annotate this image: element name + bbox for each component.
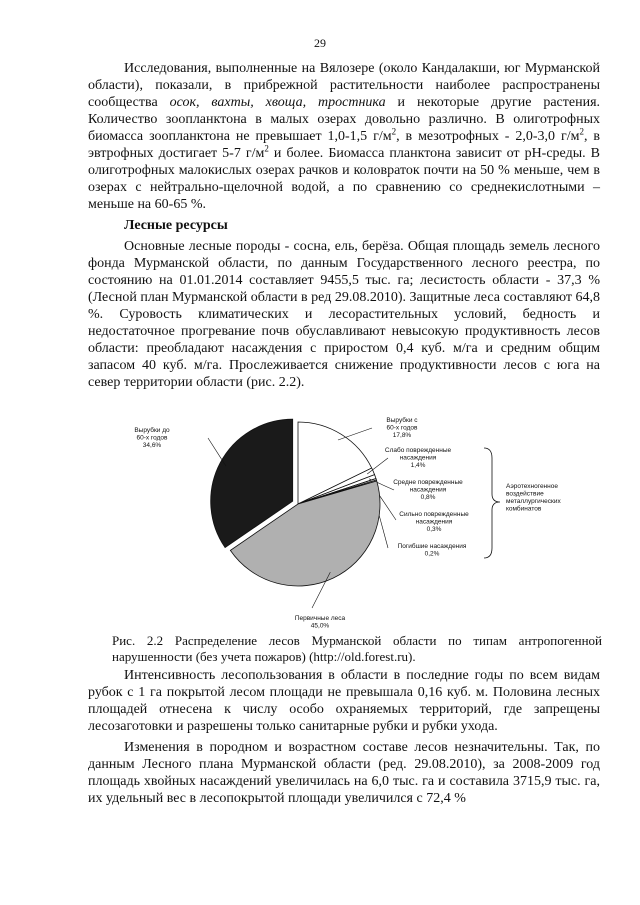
paragraph-logging: Интенсивность лесопользования в области в последние годы по всем видам рубок с 1 га покрытой лесом площади не превышала 0,16 куб. м. Половина лесных площадей отнесена к числу особо охраняемых территорий, где запрещены лесозаготовки и разрешены только санитарные рубки и рубки ухода. bbox=[88, 668, 600, 734]
paragraph-composition: Изменения в породном и возрастном составе лесов незначительны. Так, по данным Лесного плана Мурманской области (ред. 29.08.2010), за 2008-2009 год площадь хвойных насаждений увеличилась на 6,0 тыс. га и составила 3715,9 тыс. га, их удельный вес в лесопокрытой площади увеличился с 72,4 % bbox=[88, 740, 600, 806]
slice-leader-line bbox=[338, 428, 372, 440]
group-label: Аэротехногенное воздействие металлургических комбинатов bbox=[506, 483, 561, 513]
section-heading: Лесные ресурсы bbox=[124, 218, 228, 233]
page-number: 29 bbox=[314, 36, 326, 50]
pie-chart-figure bbox=[112, 408, 580, 630]
plant-species: осок, вахты, хвоща, тростника bbox=[169, 95, 386, 110]
pie-chart bbox=[112, 408, 580, 630]
paragraph-forests: Основные лесные породы - сосна, ель, берёза. Общая площадь земель лесного фонда Мурманской области, по данным Государственного лесного реестра, по состоянию на 01.01.2014 составляет 9455,5 тыс. га; лесистость области - 37,3 % (Лесной план Мурманской области в ред 29.08.2010). Защитные леса составляют 64,8 %. Суровость климатических и лесорастительных условий, бедность и недостаточное прогревание почв обуславливают невысокую продуктивность лесов области: преобладают насаждения с приростом 0,4 куб. м/га и средним общим запасом 40 куб. м/га. Прослеживается снижение продуктивности лесов с юга на север территории области (рис. 2.2). bbox=[88, 239, 600, 390]
slice-label: Вырубки до 60-х годов 34,6% bbox=[134, 427, 170, 449]
slice-label: Первичные леса 45,0% bbox=[294, 615, 346, 630]
slice-label: Сильно поврежденные насаждения 0,3% bbox=[399, 511, 469, 533]
text-block-bottom bbox=[88, 667, 600, 807]
slice-label: Средне поврежденные насаждения 0,8% bbox=[393, 479, 463, 501]
slice-leader-line bbox=[208, 438, 226, 466]
slice-label: Вырубки с 60-х годов 17,8% bbox=[386, 417, 418, 439]
figure-caption: Рис. 2.2 Распределение лесов Мурманской области по типам антропогенной нарушенности (без учета пожаров) (http://old.forest.ru). bbox=[112, 633, 602, 664]
text-block-top bbox=[88, 60, 600, 391]
paragraph-lakes: Исследования, выполненные на Вялозере (около Кандалакши, юг Мурманской области), показали, в прибрежной растительности наиболее распространены сообщества осок, вахты, хвоща, тростника и некоторые другие растения. Количество зоопланктона в малых озерах довольно различно. В олиготрофных биомасса зоопланктона не превышает 1,0-1,5 $г/м^2$, в мезотрофных - 2,0-3,0 $г/м^2$, в эвтрофных достигает 5-7 $г/м^2$ и более. Биомасса планктона зависит от рН-среды. В олиготрофных малокислых озерах рачков и коловраток почти на 50 % меньше, чем в озерах с нейтрально-щелочной водой, а по сравнению со среднекислотными – меньше на 60-65 %. bbox=[88, 61, 601, 212]
group-brace bbox=[484, 448, 500, 558]
slice-label: Погибшие насаждения 0,2% bbox=[397, 543, 467, 558]
slice-label: Слабо поврежденные насаждения 1,4% bbox=[384, 447, 452, 469]
